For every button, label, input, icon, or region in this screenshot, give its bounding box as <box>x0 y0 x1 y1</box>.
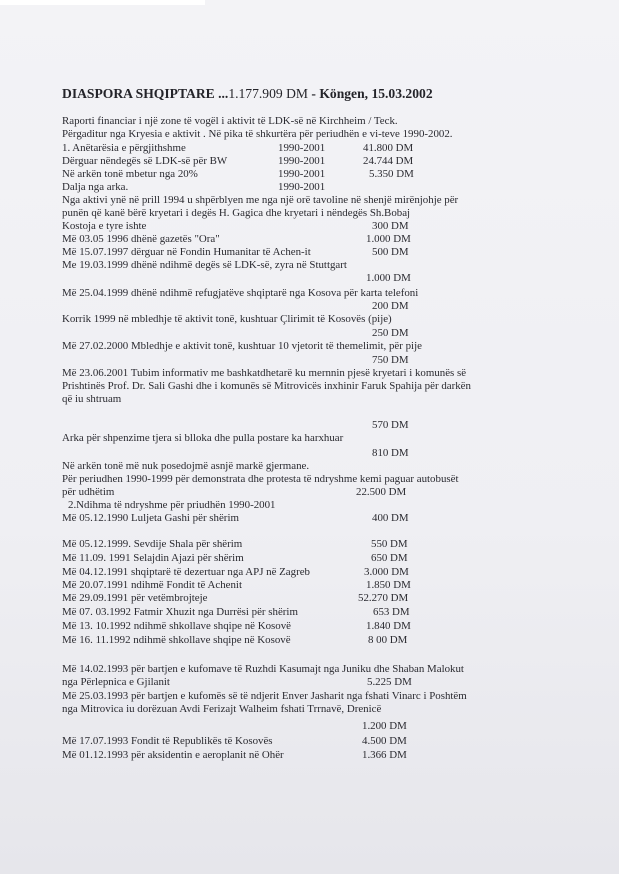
intro-line-2: Përgaditur nga Kryesia e aktivit . Në pika të shkurtëra për periudhën e vi-teve 1990-2002. <box>62 128 453 140</box>
row-feb2000-label: Më 27.02.2000 Mbledhje e aktivit tonë, kushtuar 10 vjetorit të themelimit, për pije <box>62 340 422 352</box>
title-amount: 1.177.909 DM <box>228 86 308 101</box>
aid-row-amount: 8 00 DM <box>368 634 408 646</box>
row-1707-amount: 4.500 DM <box>362 735 407 747</box>
section-2-heading: 2.Ndihma të ndryshme për priudhën 1990-2001 <box>68 499 276 511</box>
sent-label: Dërguar nëndegës së LDK-së për BW <box>62 155 228 167</box>
row-stuttgart-amount: 1.000 DM <box>366 272 411 284</box>
title-left: DIASPORA SHQIPTARE ... <box>62 86 229 101</box>
aid-row-label: Më 20.07.1991 ndihmë Fondit të Achenit <box>62 579 242 591</box>
aid-row-label: Më 16. 11.1992 ndihmë shkollave shqipe në Kosovë <box>62 634 291 646</box>
row-luljeta-label: Më 05.12.1990 Luljeta Gashi për shërim <box>62 512 239 524</box>
cash-left-amount: 5.350 DM <box>369 168 414 180</box>
outflow-label: Dalja nga arka. <box>62 181 129 193</box>
aid-row-amount: 52.270 DM <box>358 592 409 604</box>
aid-row-amount: 1.850 DM <box>366 579 411 591</box>
row-1402-amount: 5.225 DM <box>367 676 412 688</box>
row-buses-line-1: Për periudhen 1990-1999 për demonstrata dhe protesta të ndryshme kemi paguar autobusët <box>62 473 459 485</box>
row-2503-line-2: nga Mitrovica iu dorëzuan Avdi Ferizajt Walheim fshati Trrnavë, Drenicë <box>62 703 382 715</box>
intro-line-1: Raporti financiar i një zone të vogël i aktivit të LDK-së në Kirchheim / Teck. <box>62 115 398 127</box>
sent-amount: 24.744 DM <box>363 155 414 167</box>
aid-row-amount: 550 DM <box>371 538 408 550</box>
row-supplies-amount: 810 DM <box>372 447 409 459</box>
row-supplies-label: Arka për shpenzime tjera si blloka dhe pulla postare ka harxhuar <box>62 432 344 444</box>
row-achen-amount: 500 DM <box>372 246 409 258</box>
row-stuttgart-label: Me 19.03.1999 dhënë ndihmë degës së LDK-së, zyra në Stuttgart <box>62 259 347 271</box>
row-july99-label: Korrik 1999 në mbledhje të aktivit tonë, kushtuar Çlirimit të Kosovës (pije) <box>62 313 392 325</box>
aid-row-label: Më 04.12.1991 shqiptarë të dezertuar nga APJ në Zagreb <box>62 566 310 578</box>
row-refugees-label: Më 25.04.1999 dhënë ndihmë refugjatëve shqiptarë nga Kosova për karta telefoni <box>62 287 419 299</box>
row-2503-amount: 1.200 DM <box>362 720 407 732</box>
row-1707-label: Më 17.07.1993 Fondit të Republikës të Kosovës <box>62 735 273 747</box>
row-buses-amount: 22.500 DM <box>356 486 407 498</box>
row-0112-amount: 1.366 DM <box>362 749 407 761</box>
cash-left-period: 1990-2001 <box>278 168 326 180</box>
aid-row-label: Më 13. 10.1992 ndihmë shkollave shqipe në Kosovë <box>62 620 291 632</box>
membership-amount: 41.800 DM <box>363 142 414 154</box>
row-no-marks: Në arkën tonë më nuk posedojmë asnjë markë gjermane. <box>62 460 310 472</box>
row-july99-amount: 250 DM <box>372 327 409 339</box>
aid-row-label: Më 29.09.1991 për vetëmbrojteje <box>62 592 208 604</box>
row-achen-label: Më 15.07.1997 dërguar në Fondin Humanitar të Achen-it <box>62 246 311 258</box>
cost-amount: 300 DM <box>372 220 409 232</box>
row-1402-line-1: Më 14.02.1993 për bartjen e kufomave të Ruzhdi Kasumajt nga Juniku dhe Shaban Malokut <box>62 663 464 675</box>
row-0112-label: Më 01.12.1993 për aksidentin e aeroplanit në Ohër <box>62 749 284 761</box>
row-2503-line-1: Më 25.03.1993 për bartjen e kufomës së të ndjerit Enver Jasharit nga fshati Vinarc i Poshtëm <box>62 690 467 702</box>
para1-line-1: Nga aktivi ynë në prill 1994 u shpërblyen me nga një orë tavoline në shenjë mirënjohje për <box>62 194 459 206</box>
document-title <box>62 86 582 102</box>
outflow-period: 1990-2001 <box>278 181 326 193</box>
membership-period: 1990-2001 <box>278 142 326 154</box>
row-1402-line-2: nga Përlepnica e Gjilanit <box>62 676 170 688</box>
row-luljeta-amount: 400 DM <box>372 512 409 524</box>
aid-row-label: Më 05.12.1999. Sevdije Shala për shërim <box>62 538 243 550</box>
title-right: - Köngen, 15.03.2002 <box>308 86 433 101</box>
row-ora-amount: 1.000 DM <box>366 233 411 245</box>
aid-row-amount: 653 DM <box>373 606 410 618</box>
membership-label: 1. Anëtarësia e përgjithshme <box>62 142 186 154</box>
aid-row-amount: 1.840 DM <box>366 620 411 632</box>
cash-left-label: Në arkën tonë mbetur nga 20% <box>62 168 198 180</box>
row-buses-line-2: për udhëtim <box>62 486 115 498</box>
row-june2001-line-2: Prishtinës Prof. Dr. Sali Gashi dhe i komunës së Mitrovicës inxhinir Faruk Spahija për darkën <box>62 380 471 392</box>
row-refugees-amount: 200 DM <box>372 300 409 312</box>
row-june2001-line-1: Më 23.06.2001 Tubim informativ me bashkatdhetarë ku mernnin pjesë kryetari i komunës së <box>62 367 467 379</box>
aid-row-amount: 3.000 DM <box>364 566 409 578</box>
row-june2001-amount: 570 DM <box>372 419 409 431</box>
aid-row-label: Më 07. 03.1992 Fatmir Xhuzit nga Durrësi për shërim <box>62 606 298 618</box>
cost-label: Kostoja e tyre ishte <box>62 220 147 232</box>
row-june2001-line-3: që iu shtruam <box>62 393 122 405</box>
sent-period: 1990-2001 <box>278 155 326 167</box>
row-ora-label: Më 03.05 1996 dhënë gazetës "Ora" <box>62 233 220 245</box>
aid-row-label: Më 11.09. 1991 Selajdin Ajazi për shërim <box>62 552 244 564</box>
row-feb2000-amount: 750 DM <box>372 354 409 366</box>
aid-row-amount: 650 DM <box>371 552 408 564</box>
top-edge-strip <box>0 0 205 5</box>
para1-line-2: punën që kanë bërë kryetari i degës H. Gagica dhe kryetari i nëndegës Sh.Bobaj <box>62 207 411 219</box>
